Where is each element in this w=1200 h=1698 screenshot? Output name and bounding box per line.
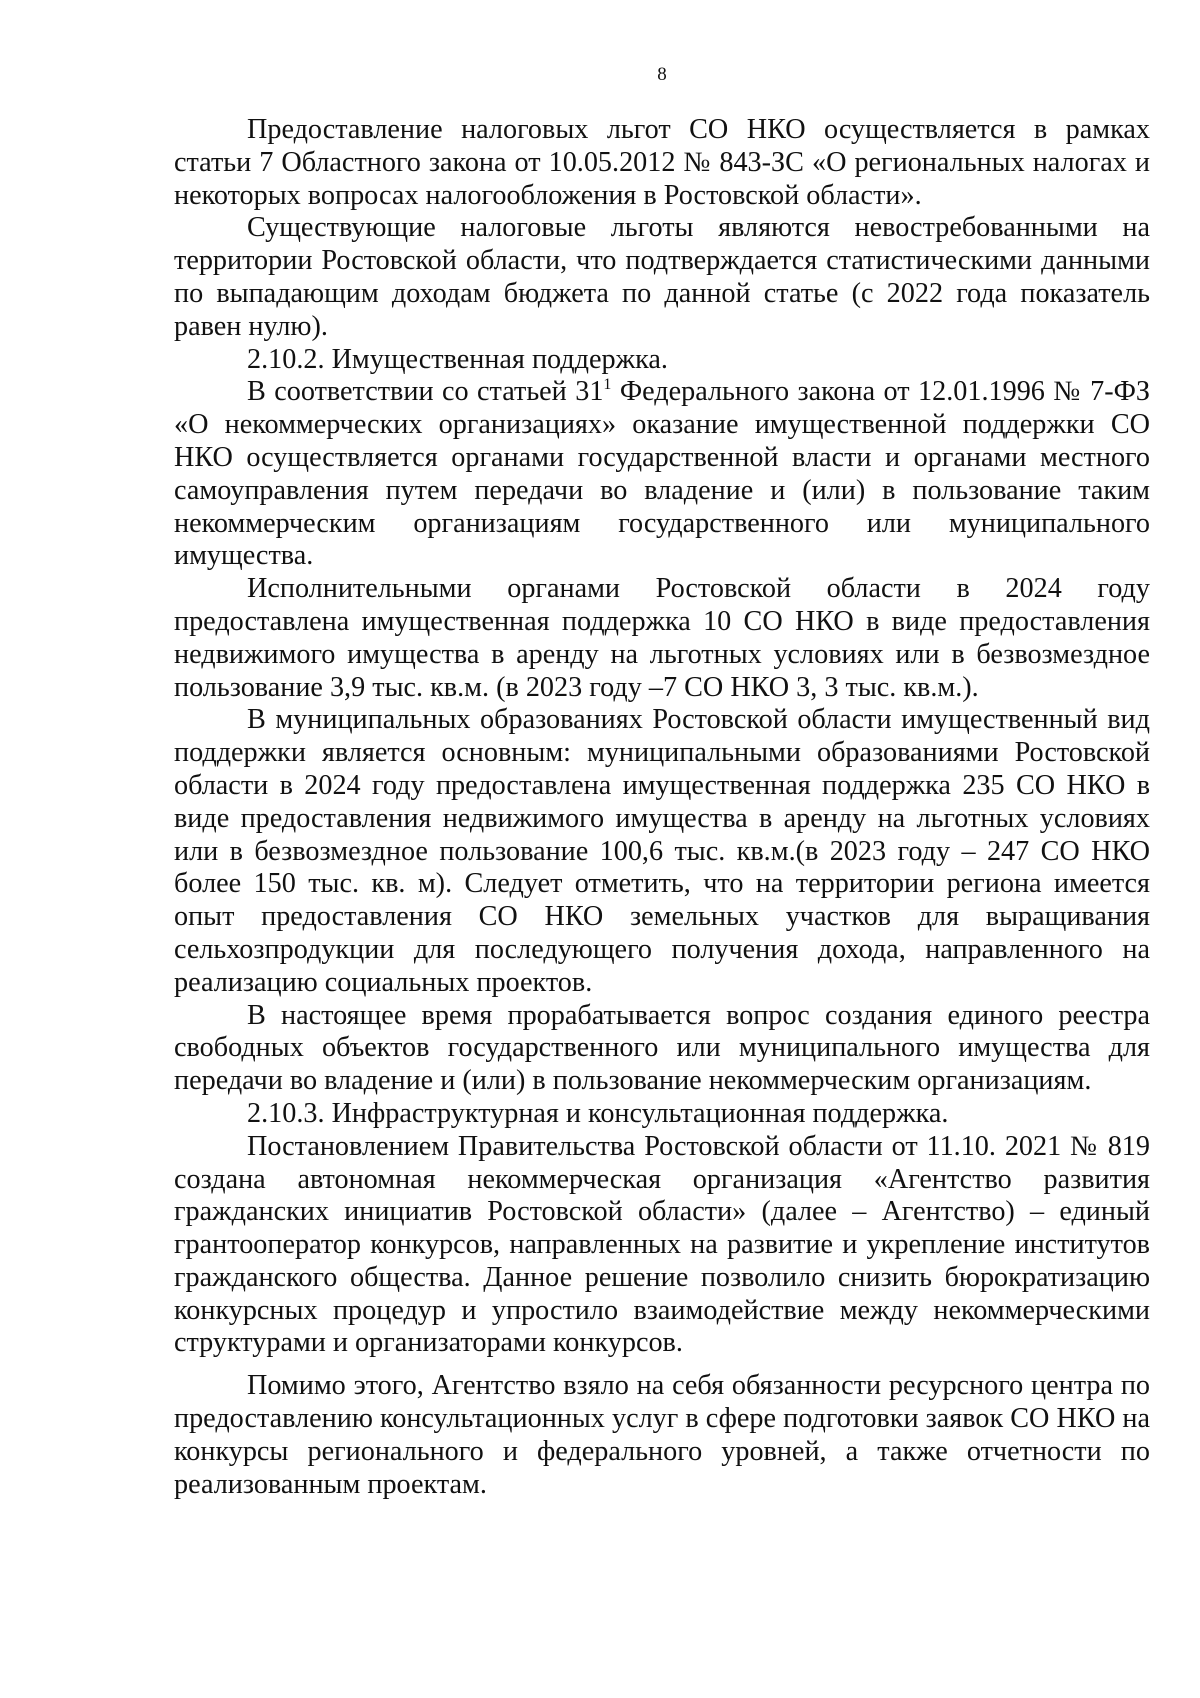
paragraph-registry: В настоящее время прорабатывается вопрос создания единого реестра свободных объектов государственного или муниципального имущества для передачи во владение и (или) в пользование некоммерческим организациям. <box>174 999 1150 1097</box>
paragraph-agency-resource-center: Помимо этого, Агентство взяло на себя обязанности ресурсного центра по предоставлению консультационных услуг в сфере подготовки заявок СО НКО на конкурсы регионального и федерального уровней, а также отчетности по реализованным проектам. <box>174 1370 1150 1500</box>
paragraph-federal-law-text-start: В соответствии со статьей 31 <box>247 376 604 408</box>
paragraph-federal-law-text-end: Федерального закона от 12.01.1996 № 7-ФЗ «О некоммерческих организациях» оказание имущественной поддержки СО НКО осуществляется органами государственной власти и органами местного самоуправления путем передачи во владение и (или) в пользование таким некоммерческим организациям государственного или муниципального имущества. <box>174 376 1150 572</box>
paragraph-agency-created: Постановлением Правительства Ростовской области от 11.10. 2021 № 819 создана автономная некоммерческая организация «Агентство развития гражданских инициатив Ростовской области» (далее – Агентство) – единый грантооператор конкурсов, направленных на развитие и укрепление институтов гражданского общества. Данное решение позволило снизить бюрократизацию конкурсных процедур и упростило взаимодействие между некоммерческими структурами и организаторами конкурсов. <box>174 1130 1150 1359</box>
paragraph-municipal-support: В муниципальных образованиях Ростовской области имущественный вид поддержки является основным: муниципальными образованиями Ростовской области в 2024 году предоставлена имущественная поддержка 235 СО НКО в виде предоставления недвижимого имущества в аренду на льготных условиях или в безвозмездное пользование 100,6 тыс. кв.м.(в 2023 году – 247 СО НКО более 150 тыс. кв. м). Следует отметить, что на территории региона имеется опыт предоставления СО НКО земельных участков для выращивания сельхозпродукции для последующего получения дохода, направленного на реализацию социальных проектов. <box>174 704 1150 998</box>
paragraph-unclaimed-benefits: Существующие налоговые льготы являются невостребованными на территории Ростовской области, что подтверждается статистическими данными по выпадающим доходам бюджета по данной статье (с 2022 года показатель равен нулю). <box>174 212 1150 342</box>
section-heading-infrastructure-support: 2.10.3. Инфраструктурная и консультационная поддержка. <box>247 1097 949 1129</box>
article-superscript: 1 <box>603 376 612 394</box>
paragraph-federal-law <box>174 376 1150 573</box>
paragraph-executive-bodies: Исполнительными органами Ростовской области в 2024 году предоставлена имущественная поддержка 10 СО НКО в виде предоставления недвижимого имущества в аренду на льготных условиях или в безвозмездное пользование 3,9 тыс. кв.м. (в 2023 году –7 СО НКО 3, 3 тыс. кв.м.). <box>174 573 1150 703</box>
document-page <box>174 64 1150 1501</box>
section-heading-property-support: 2.10.2. Имущественная поддержка. <box>247 343 668 375</box>
page-number: 8 <box>657 64 667 85</box>
paragraph-tax-benefits: Предоставление налоговых льгот СО НКО осуществляется в рамках статьи 7 Областного закона от 10.05.2012 № 843-ЗС «О региональных налогах и некоторых вопросах налогообложения в Ростовской области». <box>174 114 1150 211</box>
